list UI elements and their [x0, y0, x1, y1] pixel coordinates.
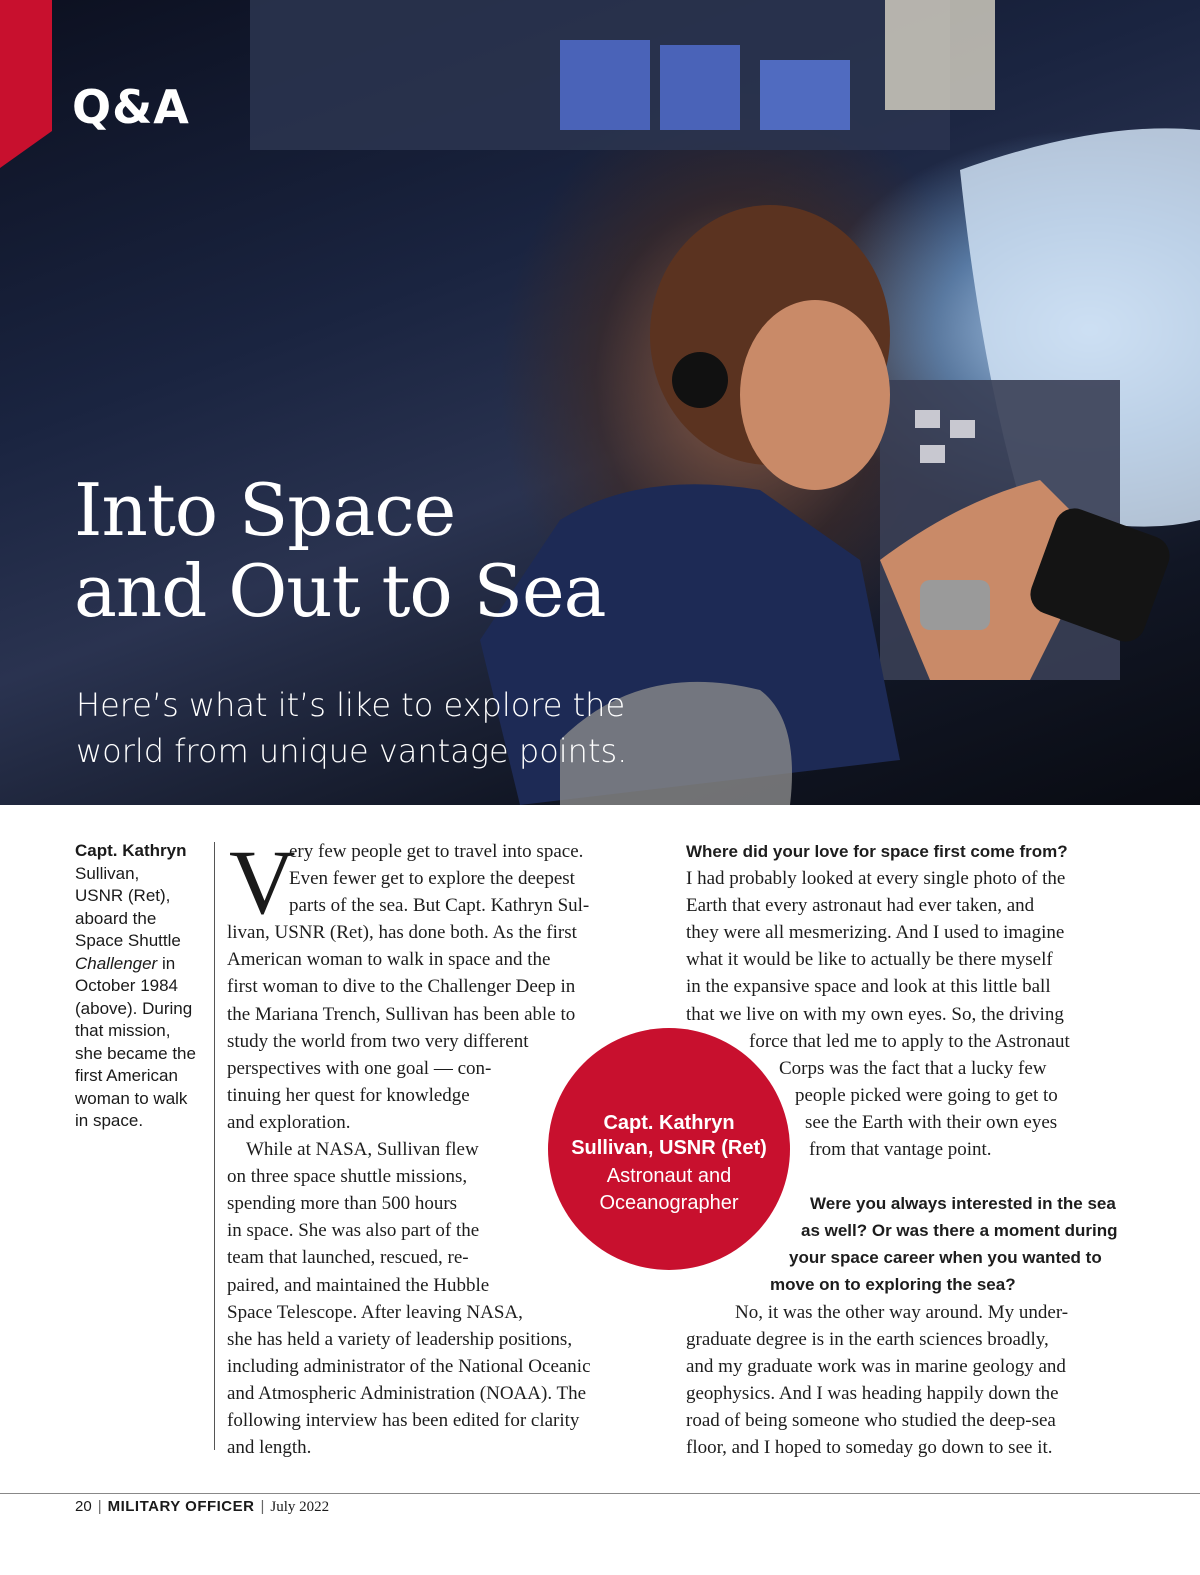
intro-line: While at NASA, Sullivan flew [246, 1139, 479, 1161]
intro-line: livan, USNR (Ret), has done both. As the first [227, 922, 577, 944]
answer-line: Earth that every astronaut had ever taken, and [686, 895, 1035, 917]
deck-line: Here’s what it’s like to explore the [76, 686, 626, 724]
profile-role [548, 1163, 790, 1217]
answer-line: and my graduate work was in marine geology and [686, 1355, 1066, 1377]
caption-ship: Challenger [75, 953, 158, 973]
intro-line: Space Telescope. After leaving NASA, [227, 1301, 523, 1323]
caption-line: USNR (Ret), [75, 886, 171, 905]
headline-line: Into Space [74, 468, 456, 552]
caption-line: she became the [75, 1043, 196, 1063]
answer-line: force that led me to apply to the Astronaut [749, 1030, 1070, 1052]
intro-line: American woman to walk in space and the [227, 949, 551, 971]
caption-line: October 1984 [75, 976, 179, 995]
answer-line: graduate degree is in the earth sciences broadly, [686, 1328, 1049, 1350]
answer-line: geophysics. And I was heading happily down the [686, 1382, 1059, 1404]
question-2-line: Were you always interested in the sea [810, 1194, 1116, 1214]
caption-line: woman to walk [75, 1088, 188, 1108]
question-1: Where did your love for space first come from? [686, 842, 1068, 861]
deck-line: world from unique vantage points. [76, 732, 628, 771]
intro-line: Even fewer get to explore the deepest [289, 868, 575, 890]
profile-name-line: Capt. Kathryn [603, 1112, 735, 1134]
question-2-line: as well? Or was there a moment during [801, 1221, 1118, 1241]
answer-line: that we live on with my own eyes. So, the driving [686, 1003, 1064, 1025]
answer-line: from that vantage point. [809, 1139, 992, 1161]
answer-line: people picked were going to get to [795, 1084, 1058, 1106]
intro-line: perspectives with one goal — con- [227, 1057, 492, 1079]
answer-line: road of being someone who studied the deep-sea [686, 1409, 1056, 1431]
profile-circle [548, 1028, 790, 1270]
intro-line: on three space shuttle missions, [227, 1166, 468, 1188]
issue-date: July 2022 [270, 1499, 330, 1515]
headline [74, 470, 694, 631]
intro-line: spending more than 500 hours [227, 1193, 458, 1215]
page-number: 20 [75, 1498, 92, 1515]
caption-line: first American [75, 1066, 178, 1085]
answer-line: they were all mesmerizing. And I used to imagine [686, 922, 1065, 944]
caption-line: (above). During [75, 998, 193, 1018]
profile-role-line: Astronaut and [606, 1165, 732, 1187]
intro-line: first woman to dive to the Challenger Deep in [227, 976, 576, 998]
column-divider [214, 842, 215, 1450]
caption-line: in [157, 953, 176, 973]
answer-line: Corps was the fact that a lucky few [779, 1057, 1047, 1079]
profile-name-line: Sullivan, USNR (Ret) [571, 1137, 767, 1159]
intro-line: team that launched, rescued, re- [227, 1247, 469, 1269]
caption-line: that mission, [75, 1021, 171, 1040]
intro-line: and Atmospheric Administration (NOAA). The [227, 1382, 587, 1404]
page-footer: 20 | MILITARY OFFICER | July 2022 [75, 1498, 330, 1515]
intro-line: ery few people get to travel into space. [289, 841, 584, 862]
intro-line: following interview has been edited for clarity [227, 1409, 580, 1431]
intro-line: paired, and maintained the Hubble [227, 1274, 490, 1296]
intro-line: parts of the sea. But Capt. Kathryn Sul- [289, 895, 590, 917]
intro-line: study the world from two very different [227, 1030, 529, 1052]
caption-line: Space Shuttle [75, 931, 181, 950]
answer-line: in the expansive space and look at this little ball [686, 976, 1051, 998]
answer-line: what it would be like to actually be there myself [686, 949, 1053, 971]
caption-line: aboard the [75, 908, 157, 928]
intro-line: she has held a variety of leadership positions, [227, 1328, 573, 1350]
caption-line: Sullivan, [75, 863, 140, 883]
headline-line: and Out to Sea [74, 548, 606, 633]
drop-cap: V [229, 831, 296, 933]
intro-line: tinuing her quest for knowledge [227, 1084, 470, 1106]
caption-line: in space. [75, 1111, 144, 1130]
profile-name [548, 1111, 790, 1161]
intro-line: the Mariana Trench, Sullivan has been able to [227, 1003, 576, 1025]
intro-line: and exploration. [227, 1111, 351, 1133]
section-label: Q&A [72, 80, 190, 134]
question-2-line: move on to exploring the sea? [770, 1275, 1016, 1295]
intro-line: including administrator of the National Oceanic [227, 1355, 591, 1377]
footer-rule [0, 1493, 1200, 1494]
deck [76, 682, 716, 775]
profile-role-line: Oceanographer [599, 1192, 739, 1214]
answer-line: No, it was the other way around. My under- [735, 1301, 1069, 1323]
photo-caption [75, 840, 215, 1133]
intro-line: and length. [227, 1437, 312, 1459]
intro-line: in space. She was also part of the [227, 1220, 480, 1242]
caption-name: Capt. Kathryn [75, 841, 187, 860]
answer-line: see the Earth with their own eyes [805, 1111, 1058, 1133]
answer-line: floor, and I hoped to someday go down to see it. [686, 1436, 1053, 1458]
answer-line: I had probably looked at every single photo of the [686, 868, 1066, 890]
publication-name: MILITARY OFFICER [107, 1498, 255, 1515]
question-2-line: your space career when you wanted to [789, 1248, 1102, 1268]
